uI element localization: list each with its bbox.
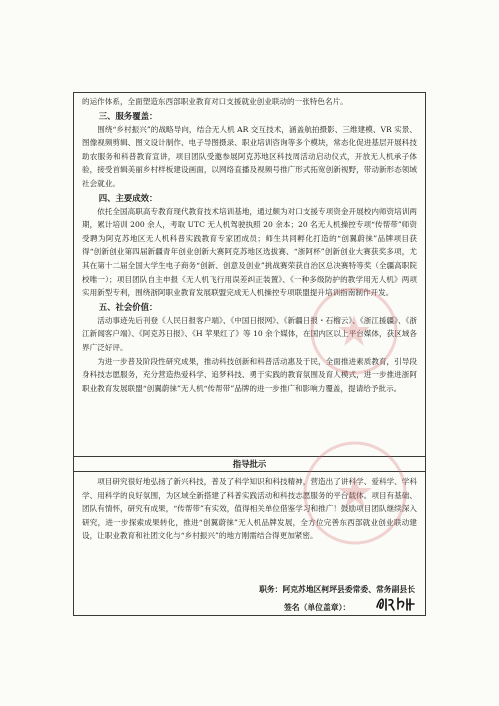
section-results-heading: 四、主要成效： (98, 192, 158, 203)
instruction-paragraph: 项目研究很好地弘扬了新兴科技，普及了科学知识和科技精神，营造出了讲科学、爱科学、学科学、用科学的良好氛围，为区域全新搭建了科普实践活动和科技志愿服务的平台载体。项目有基础、团队有情怀，研究有成果，“传帮带”有实效，值得相关单位借鉴学习和推广！鼓励项目团队继续深入研究，进一步探索成果转化，推进“创翼蔚徕”无人机品牌发展，全方位完善东西部就业创业联动建设，让职业教育和社团文化与“乡村振兴”的地方刚需结合得更加紧密。 (82, 477, 417, 541)
section-value-paragraph-1: 活动事迹先后刊登《人民日报客户端》、《中国日报网》、《新疆日报・石榴云》、《浙江援疆》、《浙江新闻客户端》、《阿克苏日报》、《H 苹果红了》等 10 余个媒体，在国内区以上平台媒体，获区域各界广泛好评。 (82, 315, 417, 352)
report-body (74, 93, 425, 457)
section-results-paragraph: 依托全国高职高专教育现代教育技术培训基地，通过颇为对口支援专项资金开展校内师资培训两期，累计培训 200 余人，考取 UTC 无人机驾驶执照 20 余本；20 名无人机操控专项“传帮带”师资受聘为阿克苏地区无人机科普实践教育专家团成员；师生共同孵化打造的“创翼蔚徕”品牌项目获得“创新创业第四届新疆青年创业创新大赛阿克苏地区选拔赛、“浙阿杯”创新创业大赛获奖多项，尤其在第十二届全国大学生电子商务“创新、创意及创业”挑战赛荣获自治区总决赛特等奖（全疆高职院校唯一）；项目团队自主申报《无人机飞行用误差纠正装置》、《一种多级防护的教学用无人机》两项实用新型专利，围绕浙阿职业教育发展联盟完成无人机操控专项联盟提升培训指南制作开发。 (82, 206, 417, 298)
position-line: 职务：阿克苏地区柯坪县委常委、常务副县长 (259, 585, 415, 594)
section-service-heading: 三、服务覆盖： (98, 110, 158, 121)
section-service-paragraph: 围绕“乡村振兴”的战略导向，结合无人机 AR 交互技术，涵盖航拍摄影、三维建模、VR 实景、图像视频剪辑、图文设计制作、电子导图摄录、职业培训咨询等多个模块，常态化促进基层开展科技助农服务和科普教育宣讲，项目团队受邀参展阿克苏地区科技周活动启动仪式，开放无人机承子体验，接受首辑美丽乡村样板建设画面，以网络直播及视频号推广形式拓宽创新视野，带动新形态领域社会就业。 (82, 124, 417, 188)
section-value-paragraph-2: 为进一步普及阶段性研究成果，推动科技创新和科普活动惠及于民，全面推进素质教育，引导段身科技志愿服务，充分营造热爱科学、追梦科技、勇于实践的教育氛围及育人模式，进一步推进浙阿职业教育发展联盟“创翼蔚徕”无人机“传帮带”品牌的进一步推广和影响力覆盖，提请给予批示。 (82, 356, 417, 393)
instruction-body (74, 472, 425, 543)
section-value-heading: 五、社会价值： (98, 301, 158, 312)
instruction-header: 指导批示 (74, 457, 425, 472)
handwritten-signature (374, 593, 418, 613)
intro-paragraph: 的运作体系，全面塑造东西部职业教育对口支援就业创业联动的一张特色名片。 (82, 97, 348, 106)
signature-label: 签名（单位盖章）： (284, 603, 351, 612)
document-page (73, 92, 426, 616)
